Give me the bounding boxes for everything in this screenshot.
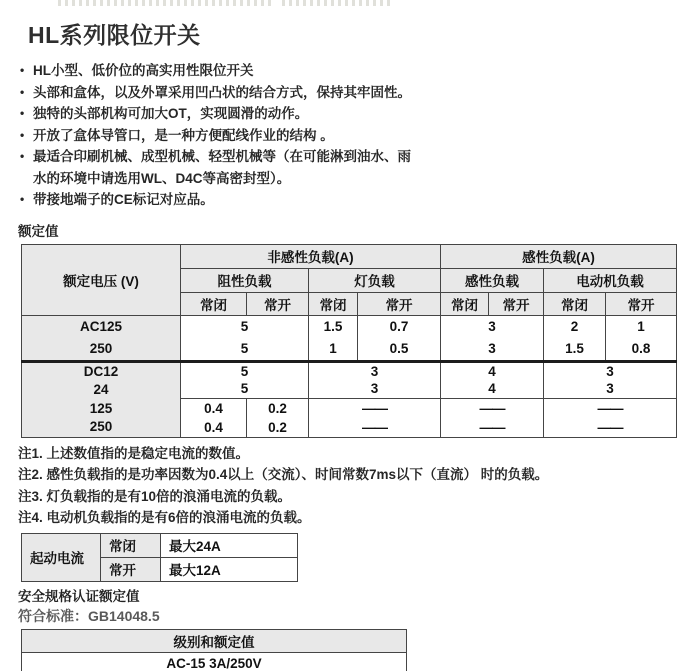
- lamp-load-header: 灯负载: [309, 268, 441, 292]
- feature-item: • 独特的头部机构可加大OT，实现圆滑的动作。: [19, 103, 700, 125]
- dc-resistive-no-cell: 0.2 0.2: [247, 398, 309, 437]
- nc-header: 常闭: [441, 292, 489, 315]
- nc-header: 常闭: [309, 292, 358, 315]
- starting-current-table: [21, 533, 298, 582]
- nc-header: 常闭: [181, 292, 247, 315]
- no-header: 常开: [489, 292, 544, 315]
- dc-resistive-cell: 5 5: [181, 361, 309, 398]
- feature-list: [19, 60, 700, 211]
- ac-resistive-cell: 5 5: [181, 315, 309, 361]
- dc-voltage-cell: [22, 361, 181, 437]
- dc-inductive-cell: 4 4: [441, 361, 544, 398]
- no-header: 常开: [247, 292, 309, 315]
- ac-lamp-nc-cell: 1.5 1: [309, 315, 358, 361]
- class-rating-value-cell: AC-15 3A/250V: [22, 652, 407, 671]
- dc-motor-empty-cell: —— ——: [544, 398, 677, 437]
- note-line: 注2. 感性负载指的是功率因数为0.4以上（交流）、时间常数7ms以下（直流） 时的负载。: [18, 467, 549, 482]
- ac-motor-nc-cell: 2 1.5: [544, 315, 606, 361]
- no-label-cell: 常开: [101, 557, 161, 581]
- cropped-header-remnant: [58, 0, 273, 6]
- resistive-load-header: 阻性负载: [181, 268, 309, 292]
- voltage-value: 125: [89, 400, 113, 416]
- voltage-header-cell: 额定电压 (V): [22, 244, 181, 315]
- voltage-value: 250: [89, 418, 113, 434]
- motor-load-header: 电动机负载: [544, 268, 677, 292]
- dc-resistive-nc-cell: 0.4 0.4: [181, 398, 247, 437]
- note-line: 注4. 电动机负载指的是有6倍的浪涌电流的负载。: [18, 510, 311, 525]
- feature-item: • 头部和盒体，以及外罩采用凹凸状的结合方式，保持其牢固性。: [19, 82, 700, 104]
- starting-current-label-cell: 起动电流: [22, 533, 101, 581]
- rated-values-label: 额定值: [18, 223, 59, 239]
- voltage-value: DC12: [83, 364, 119, 379]
- voltage-value: AC125: [79, 318, 123, 334]
- ac-motor-no-cell: 1 0.8: [606, 315, 677, 361]
- feature-item-continuation: 水的环境中请选用WL、D4C等高密封型）。: [33, 170, 291, 186]
- note-line: 注3. 灯负载指的是有10倍的浪涌电流的负载。: [18, 488, 292, 504]
- page-title: HL系列限位开关: [28, 22, 201, 48]
- inductive-load-header: 感性负载(A): [441, 244, 677, 268]
- voltage-value: 250: [89, 340, 113, 356]
- nc-max-current-cell: 最大24A: [161, 533, 298, 557]
- nc-label-cell: 常闭: [101, 533, 161, 557]
- inductive-sub-header: 感性负载: [441, 268, 544, 292]
- feature-item: • 最适合印刷机械、成型机械、轻型机械等（在可能淋到油水、雨: [19, 146, 700, 168]
- dc-lamp-empty-cell: —— ——: [309, 398, 441, 437]
- ac-lamp-no-cell: 0.7 0.5: [358, 315, 441, 361]
- class-rating-table: [21, 629, 407, 671]
- feature-item: • 带接地端子的CE标记对应品。: [19, 189, 700, 211]
- notes-list: [18, 443, 700, 529]
- rated-values-table: [21, 244, 677, 438]
- class-rating-header-cell: 级别和额定值: [22, 629, 407, 652]
- no-max-current-cell: 最大12A: [161, 557, 298, 581]
- feature-item: • HL小型、低价位的高实用性限位开关: [19, 60, 700, 82]
- dc-lamp-cell: 3 3: [309, 361, 441, 398]
- no-header: 常开: [606, 292, 677, 315]
- safety-cert-heading: 安全规格认证额定值: [18, 588, 140, 604]
- cropped-header-remnant: [282, 0, 394, 6]
- ac-voltage-cell: [22, 315, 181, 361]
- nc-header: 常闭: [544, 292, 606, 315]
- ac-inductive-cell: 3 3: [441, 315, 544, 361]
- no-header: 常开: [358, 292, 441, 315]
- dc-inductive-empty-cell: —— ——: [441, 398, 544, 437]
- non-inductive-load-header: 非感性负载(A): [181, 244, 441, 268]
- feature-item: • 开放了盒体导管口，是一种方便配线作业的结构 。: [19, 125, 700, 147]
- note-line: 注1. 上述数值指的是稳定电流的数值。: [18, 445, 250, 461]
- dc-motor-cell: 3 3: [544, 361, 677, 398]
- voltage-value: 24: [93, 382, 109, 398]
- standard-compliance-text: 符合标准：GB14048.5: [18, 607, 160, 624]
